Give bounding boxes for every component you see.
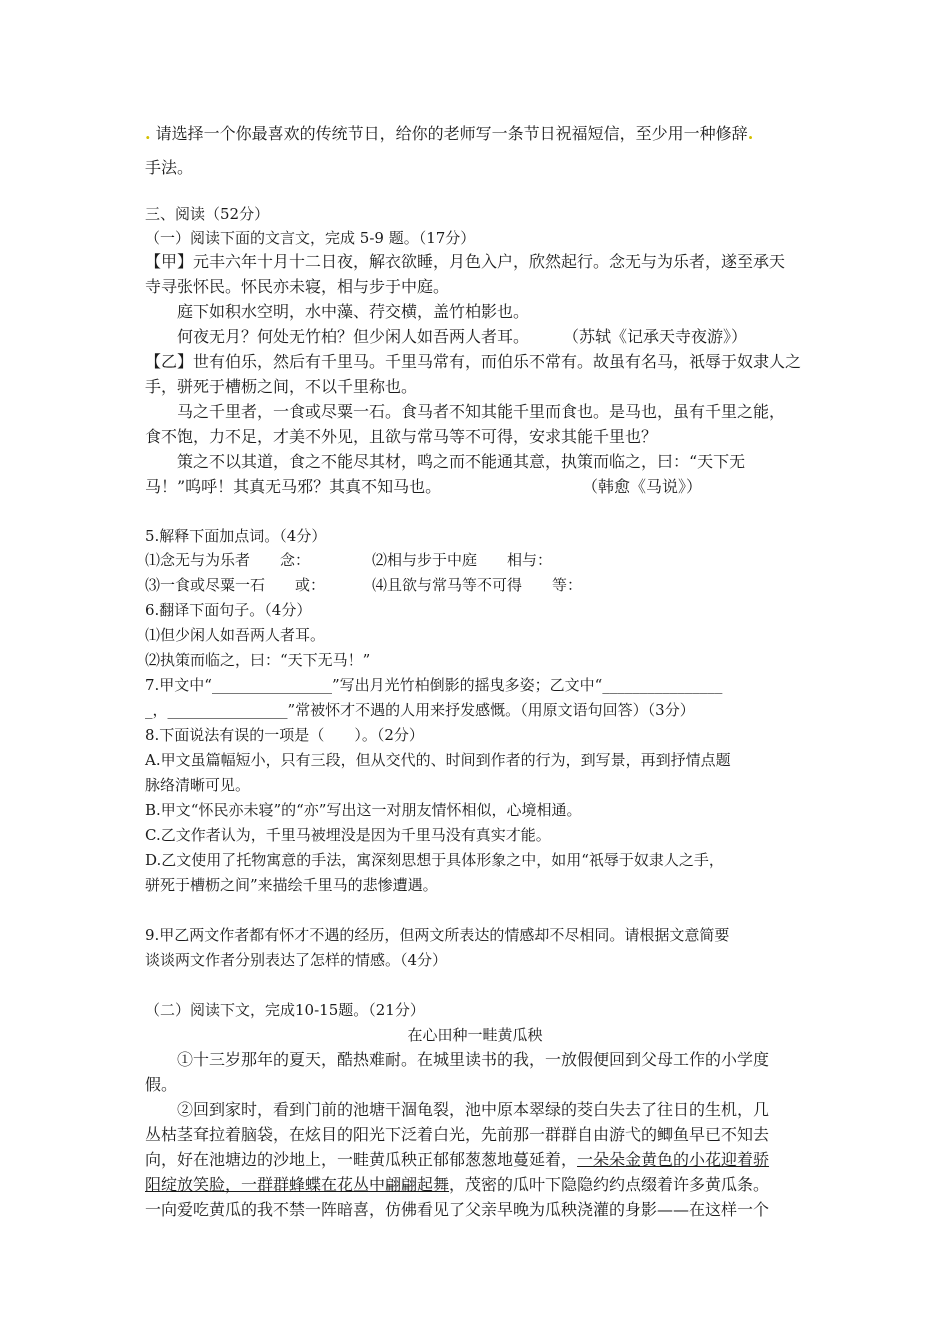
option-d-line-2: 骈死于槽枥之间”来描绘千里马的悲惨遭遇。 xyxy=(145,876,438,894)
jia-line-3: 庭下如积水空明，水中藻、荇交横，盖竹柏影也。 xyxy=(177,302,530,321)
question-4-line-2: 手法。 xyxy=(145,158,194,177)
question-6-sentence-1: ⑴但少闲人如吾两人者耳。 xyxy=(145,626,326,644)
jia-line-1: 【甲】元丰六年十月十二日夜，解衣欲睡，月色入户，欣然起行。念无与为乐者，遂至承天 xyxy=(145,252,786,271)
jia-line-4: 何夜无月？何处无竹柏？但少闲人如吾两人者耳。 （苏轼《记承天寺夜游》） xyxy=(177,327,748,346)
yi-source: （韩愈《马说》） xyxy=(582,477,703,496)
paragraph-1-line-1: ①十三岁那年的夏天，酷热难耐。在城里读书的我，一放假便回到父母工作的小学度 xyxy=(177,1050,770,1069)
yi-tag: 【乙】 xyxy=(145,352,194,371)
paragraph-2-line-3: 向，好在池塘边的沙地上，一畦黄瓜秧正郁郁葱葱地蔓延着，一朵朵金黄色的小花迎着骄 xyxy=(145,1150,770,1169)
part-2-title: （二）阅读下文，完成10-15题。（21分） xyxy=(145,1001,425,1019)
paragraph-2-line-2: 丛枯茎耷拉着脑袋，在炫目的阳光下泛着白光，先前那一群群自由游弋的鲫鱼早已不知去 xyxy=(145,1125,770,1144)
option-b: B.甲文“怀民亦未寝”的“亦”写出这一对朋友情怀相似，心境相通。 xyxy=(145,801,582,819)
yi-line-5: 策之不以其道，食之不能尽其材，鸣之而不能通其意，执策而临之，曰：“天下无 xyxy=(177,452,746,471)
question-8-title: 8.下面说法有误的一项是（ ）。（2分） xyxy=(145,726,424,744)
section-3-title: 三、阅读（52分） xyxy=(145,205,270,223)
part-1-title: （一）阅读下面的文言文，完成 5-9 题。（17分） xyxy=(145,229,476,247)
yi-line-3: 马之千里者，一食或尽粟一石。食马者不知其能千里而食也。是马也，虽有千里之能， xyxy=(177,402,786,421)
paragraph-2-line-5: 一向爱吃黄瓜的我不禁一阵暗喜，仿佛看见了父亲早晚为瓜秧浇灌的身影——在这样一个 xyxy=(145,1200,770,1219)
question-9-line-2: 谈谈两文作者分别表达了怎样的情感。（4分） xyxy=(145,951,448,969)
answer-blank-2[interactable]: ________________ xyxy=(602,676,723,694)
paragraph-2-line-4: 阳绽放笑脸，一群群蜂蝶在花丛中翩翩起舞，茂密的瓜叶下隐隐约约点缀着许多黄瓜条。 xyxy=(145,1175,770,1194)
option-c: C.乙文作者认为，千里马被埋没是因为千里马没有真实才能。 xyxy=(145,826,551,844)
option-a-line-1: A.甲文虽篇幅短小，只有三段，但从交代的、时间到作者的行为，到写景，再到抒情点题 xyxy=(145,751,731,769)
essay-title: 在心田种一畦黄瓜秧 xyxy=(407,1026,543,1044)
answer-blank-1[interactable]: ________________ xyxy=(211,676,332,694)
question-5-item-2: ⑵相与步于中庭 相与： xyxy=(372,551,553,569)
yi-line-6: 马！”呜呼！其真无马邪？其真不知马也。 xyxy=(145,477,442,496)
question-9-line-1: 9.甲乙两文作者都有怀才不遇的经历，但两文所表达的情感却不尽相同。请根据文意简要 xyxy=(145,926,730,944)
question-6-sentence-2: ⑵执策而临之，曰：“天下无马！” xyxy=(145,651,371,669)
paragraph-2-line-1: ②回到家时，看到门前的池塘干涸龟裂，池中原本翠绿的茭白失去了往日的生机，几 xyxy=(177,1100,770,1119)
underlined-sentence: 阳绽放笑脸，一群群蜂蝶在花丛中翩翩起舞 xyxy=(145,1175,450,1194)
question-5-item-4: ⑷且欲与常马等不可得 等： xyxy=(372,576,583,594)
underlined-sentence: 一朵朵金黄色的小花迎着骄 xyxy=(577,1150,770,1169)
jia-source: （苏轼《记承天寺夜游》） xyxy=(563,327,748,346)
question-5-item-3: ⑶一食或尽粟一石 或： xyxy=(145,576,326,594)
question-6-title: 6.翻译下面句子。（4分） xyxy=(145,601,312,619)
yi-line-4: 食不饱，力不足，才美不外见，且欲与常马等不可得，安求其能千里也？ xyxy=(145,427,658,446)
dot-mark: . xyxy=(145,124,151,143)
yi-line-1: 【乙】世有伯乐，然后有千里马。千里马常有，而伯乐不常有。故虽有名马，祇辱于奴隶人之 xyxy=(145,352,802,371)
question-5-title: 5.解释下面加点词。（4分） xyxy=(145,527,327,545)
question-7-line-1: 7.甲文中“________________”写出月光竹柏倒影的摇曳多姿；乙文中“________________ xyxy=(145,676,723,694)
question-7-line-2: _，________________”常被怀才不遇的人用来抒发感慨。（用原文语句回答）（3分） xyxy=(145,701,695,719)
dot-mark: . xyxy=(747,124,754,143)
question-5-item-1: ⑴念无与为乐者 念： xyxy=(145,551,311,569)
jia-tag: 【甲】 xyxy=(145,252,194,271)
answer-blank-3[interactable]: ________________ xyxy=(167,701,288,719)
option-a-line-2: 脉络清晰可见。 xyxy=(145,776,251,794)
jia-line-2: 寺寻张怀民。怀民亦未寝，相与步于中庭。 xyxy=(145,277,450,296)
question-4-line-1: . 请选择一个你最喜欢的传统节日，给你的老师写一条节日祝福短信，至少用一种修辞. xyxy=(145,124,754,143)
option-d-line-1: D.乙文使用了托物寓意的手法，寓深刻思想于具体形象之中，如用“祇辱于奴隶人之手， xyxy=(145,851,724,869)
paragraph-1-line-2: 假。 xyxy=(145,1075,178,1094)
yi-line-2: 手，骈死于槽枥之间，不以千里称也。 xyxy=(145,377,418,396)
